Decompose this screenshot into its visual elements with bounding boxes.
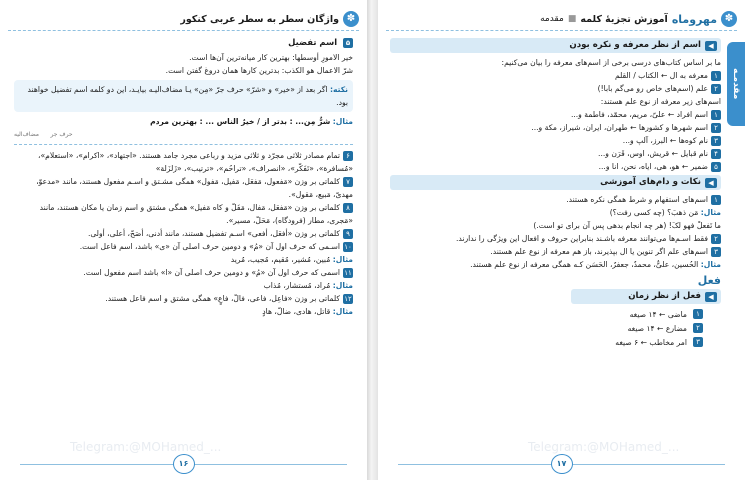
item-number: ۹ [343, 229, 353, 239]
list-item [390, 121, 721, 134]
item-number: ۱ [711, 195, 721, 205]
item-text: اسم شهرها و کشورها ← طهران، ایران، شیراز، مکة و... [531, 123, 708, 132]
section-title-text: نکات و دام‌های آموزشی [600, 177, 701, 187]
example-label: مثال: [332, 281, 353, 290]
list-item [390, 69, 721, 82]
item-text: علم (اسم‌های خاص رو می‌گم بابا!) [597, 84, 708, 93]
example-label: مثال: [332, 255, 353, 264]
example-line [14, 253, 353, 266]
item-number: ۱۲ [344, 295, 352, 303]
example-text: قاتل، هادی، ضالّ، هادٍ [262, 307, 331, 316]
section-title [571, 289, 721, 304]
left-header [8, 8, 359, 30]
item-text: اسـمی که حرف اول آن «مُ» و دومین حرف اصلی آن «ی» باشد، اسم فاعل است. [79, 242, 340, 251]
item-text: کلماتی بر وزن «أفعَل، أفعی» اسـم تفضیل هستند، مانند أدنی، أصَحّ، أعلی، أولی. [87, 229, 340, 238]
header-section: مقدمه [540, 14, 564, 24]
right-page [378, 0, 745, 480]
item-number: ۱۱ [344, 269, 352, 277]
fan-logo-icon: ✽ [721, 11, 737, 27]
item-number: ۲ [711, 234, 721, 244]
item-number: ۱ [711, 110, 721, 120]
section-heading-text: اسم تفضیل [288, 37, 338, 47]
item-text: کلماتی بر وزن «مَفعَل، مَفال، مَفَلّ و کاه مَفیل» همگی مشتق و اسم زمان یا مکان هستند، مانند «مَجری، مطار (فرودگاه)، مَحَلّ، مسیر». [39, 203, 353, 225]
tense-item [390, 335, 703, 349]
item-number: ۱۰ [344, 243, 352, 251]
list-item [14, 149, 353, 175]
tense-item [390, 321, 703, 335]
list-item [14, 292, 353, 305]
item-text: اسم‌های علم اگر تنوین یا ال بپذیرند، باز هم معرفه از نوع علم هستند. [490, 247, 708, 256]
section-title-text: فعل از نظر زمان [628, 291, 701, 301]
note-text: اگر بعد از «خیر» و «شرّ» حرف جرّ «مِن» یـا مضاف‌الیـه بیایـد، این دو کلمه اسم تفضیل خواهند بود. [27, 85, 348, 107]
example-text: الحُسین، علیٌّ، محمدٌ، جعفرٌ، الحَسَن کـه همگی معرفه از نوع علم هستند. [470, 260, 699, 269]
item-text: مضارع ← ۱۴ صیغه [627, 323, 687, 333]
item-number: ۶ [343, 151, 353, 161]
list-item [390, 245, 721, 258]
chapter-side-tab[interactable]: مقدمـه [727, 42, 745, 126]
left-header-title: واژگان سطر به سطر عربی کنکور [180, 13, 339, 25]
list-item [390, 160, 721, 173]
text-line: ما بر اساس کتاب‌های درسی برخی از اسم‌های معرفه را بیان می‌کنیم: [501, 58, 721, 67]
item-number: ۷ [343, 177, 353, 187]
watermark: Telegram:@MOHamed_... [528, 440, 680, 454]
example-box [14, 115, 353, 145]
annotation-mudaf: مضاف‌الیه [14, 131, 39, 138]
text-line: خیر الامورِ أوسطها: بهترین کار میانه‌ترین آن‌ها است. [189, 53, 353, 62]
example-line [14, 305, 353, 318]
item-number: ۳ [711, 136, 721, 146]
item-number: ۱ [693, 309, 703, 319]
item-number: ۲ [711, 84, 721, 94]
example-label: مثال: [332, 307, 353, 316]
list-item [390, 82, 721, 95]
list-item [390, 108, 721, 121]
item-number: ۳ [693, 337, 703, 347]
verb-heading: فعل [697, 274, 721, 287]
brand-name: مهروماه [671, 12, 717, 26]
item-number: ۵ [711, 162, 721, 172]
header-divider [386, 30, 737, 31]
item-text: فقط اسـم‌ها می‌توانند معرفه باشـند بنابراین حروف و افعال این ویژگی را ندارند. [456, 234, 708, 243]
page-number: ۱۶ [173, 454, 195, 474]
note-box [14, 80, 353, 112]
watermark: Telegram:@MOHamed_... [70, 440, 222, 454]
item-number: ۴ [711, 149, 721, 159]
section-title [390, 175, 721, 190]
annotation-preposition: حرف جر [50, 131, 73, 138]
example-text: مَن ذهبَ؟ (چه کسی رفت؟) [609, 208, 699, 217]
list-item [390, 134, 721, 147]
tense-item [390, 307, 703, 321]
list-item [14, 266, 353, 279]
item-text: تمام مصادر ثلاثی مجرّد و ثلاثی مزید و رباعی مجرد جامد هستند. «اجتهاد»، «اکرام»، «استعلام»، «مُسافرة»، «تَفَکّر»، «انصراف»، «تراحُم»، «ترتیب»، «زَلزَلة» [38, 151, 353, 173]
item-text: اسم افراد ← علیّ، مریم، محمّد، فاطمة و... [570, 110, 708, 119]
text-line: ما تَفعلْ فهو لکَ! (هر چه انجام بدهی پس آن برای تو است.) [533, 221, 721, 230]
example-text: مُبین، مُشیر، مُقیم، مُجیب، مُرید [230, 255, 331, 264]
example-label: مثال: [700, 260, 721, 269]
example-label: مثال: [332, 117, 353, 126]
list-item [14, 227, 353, 240]
section-title [390, 38, 721, 53]
item-number: ۱ [711, 71, 721, 81]
example-annotations [14, 128, 353, 141]
list-item [14, 201, 353, 227]
item-text: کلماتی بر وزن «فاعِل، فاعی، فالّ، فاعٍ» همگی مشتق و اسم فاعل هستند. [105, 294, 340, 303]
item-text: نام کوه‌ها ← البرز، آلپ و... [622, 136, 708, 145]
triangle-icon: ◀ [705, 41, 717, 51]
section-title-text: اسم از نظر معرفه و نکره بودن [569, 40, 701, 50]
item-text: اسم‌های استفهام و شرط همگی نکره هستند. [566, 195, 708, 204]
example-text: مُراد، مُستشار، مُذاب [263, 281, 331, 290]
example-line [390, 258, 721, 271]
text-line: شرّ الاعمال هو الکذب: بدترین کارها همان دروغ گفتن است. [165, 66, 353, 75]
item-text: اسمی که حرف اول آن «مُ» و دومین حرف اصلی آن «ا» باشد اسم مفعول است. [83, 268, 340, 277]
list-item [390, 147, 721, 160]
triangle-icon: ◀ [705, 178, 717, 188]
item-number: ۵ [343, 38, 353, 48]
item-text: کلماتی بر وزن «مَفعول، مَفعَل، مَفیل، مَفول» همگی مشـتق و اسـم مفعول هستند، مانند «مدعوّ، مهدیّ، مَبیع، مَقول». [36, 177, 353, 199]
example-line [14, 279, 353, 292]
item-text: ماضی ← ۱۴ صیغه [629, 309, 687, 319]
header-divider [8, 30, 359, 31]
header-separator-icon: ■ [567, 14, 577, 24]
example-label: مثال: [700, 208, 721, 217]
tense-list [390, 307, 703, 349]
item-number: ۳ [711, 247, 721, 257]
example-line [390, 206, 721, 219]
page-number: ۱۷ [551, 454, 573, 474]
right-header-title: آموزش تجزیهٔ کلمه [580, 13, 668, 25]
list-item [14, 240, 353, 253]
list-item [14, 175, 353, 201]
item-text: ضمیر ← هو، هی، ایاه، نحن، انا و... [598, 162, 708, 171]
fan-logo-icon: ✽ [343, 11, 359, 27]
list-item [390, 232, 721, 245]
left-footer [20, 454, 347, 474]
example-text: شرٌّ مِن... : بدتر از / خیرُ الناس ... : بهترین مردم [150, 117, 331, 126]
triangle-icon: ◀ [705, 292, 717, 302]
item-number: ۸ [343, 203, 353, 213]
section-heading [14, 36, 353, 49]
item-number: ۲ [711, 123, 721, 133]
item-text: نام قبایل ← قریش، اوس، قَرَن و... [598, 149, 708, 158]
left-page [0, 0, 367, 480]
text-line: اسم‌های زیر معرفه از نوع علم هستند: [600, 97, 721, 106]
book-gutter [367, 0, 378, 480]
right-footer [398, 454, 725, 474]
left-content [14, 36, 353, 318]
item-text: امر مخاطب ← ۶ صیغه [615, 337, 687, 347]
item-text: معرفه به ال ← الکتاب / القلم [614, 71, 708, 80]
list-item [390, 193, 721, 206]
note-label: نکته: [329, 85, 348, 94]
right-content [390, 36, 721, 349]
item-number: ۲ [693, 323, 703, 333]
right-header [386, 8, 737, 30]
